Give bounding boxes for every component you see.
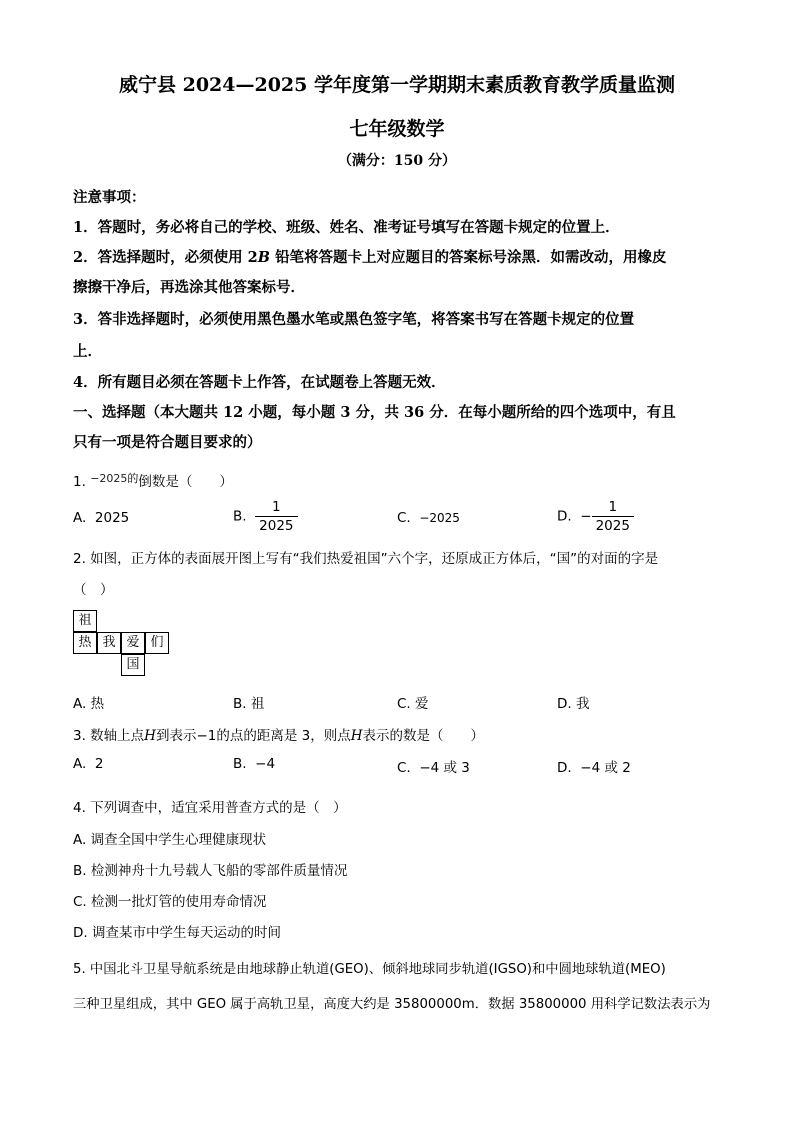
- q1-option-c: [397, 510, 460, 526]
- net-cell-guo: 国: [121, 654, 145, 676]
- q1-de: 的: [127, 472, 139, 485]
- q3-mid2: 的点的距离是 3，则点: [216, 728, 351, 744]
- q4-option-a: A. 调查全国中学生心理健康现状: [73, 832, 267, 848]
- exam-title: 威宁县 2024—2025 学年度第一学期期末素质教育教学质量监测: [119, 74, 675, 96]
- section1-line1: 一、选择题（本大题共 12 小题，每小题 3 分，共 36 分．在每小题所给的四个选项中，有且: [73, 404, 676, 421]
- q3-pre: 3. 数轴上点: [73, 728, 145, 744]
- note-item-2-cont: 擦擦干净后，再选涂其他答案标号．: [73, 279, 305, 296]
- q2-option-d: D. 我: [557, 696, 590, 712]
- net-cell-wo: 我: [97, 632, 121, 654]
- pencil-var: B: [257, 249, 270, 266]
- q1-d-denominator: 2025: [595, 518, 630, 534]
- q1-option-d: [557, 498, 634, 535]
- q1-number: 1.: [73, 474, 86, 490]
- note-item-3-cont: 上．: [73, 343, 102, 360]
- net-cell-men: 们: [145, 632, 169, 654]
- q1-option-d-sign: −: [580, 508, 592, 525]
- q3-option-c-letter: C.: [397, 760, 411, 776]
- q3-post: 表示的数是（ ）: [362, 728, 485, 744]
- q4-option-c: C. 检测一批灯管的使用寿命情况: [73, 894, 267, 910]
- q3-option-d: [557, 756, 631, 776]
- q1-option-a-value: 2025: [94, 510, 130, 526]
- q3-mid1: 到表示: [155, 728, 197, 744]
- note-item-2-part1: 2．答选择题时，必须使用 2: [73, 249, 258, 266]
- q1-option-c-letter: C.: [397, 510, 411, 526]
- q3-option-b-value: −4: [255, 756, 276, 772]
- q3-neg1: −1: [196, 728, 217, 744]
- q1-option-b: [233, 498, 298, 535]
- q3-var-h: H: [144, 728, 156, 744]
- q1-b-numerator: 1: [255, 498, 297, 517]
- question-5-stem-cont: 三种卫星组成，其中 GEO 属于高轨卫星，高度大约是 35800000m．数据 35800000 用科学记数法表示为: [73, 997, 711, 1012]
- net-cell-ai: 爱: [121, 632, 145, 654]
- q3-option-c: [397, 756, 470, 776]
- q3-option-a-letter: A.: [73, 756, 87, 772]
- q1-option-d-letter: D.: [557, 508, 572, 525]
- q1-expression: −2025: [90, 472, 128, 485]
- cube-net-figure: [73, 610, 167, 676]
- question-2-stem: 2. 如图，正方体的表面展开图上写有“我们热爱祖国”六个字，还原成正方体后，“国”的对面的字是: [73, 551, 659, 567]
- question-4-stem: 4. 下列调查中，适宜采用普查方式的是（ ）: [73, 800, 347, 816]
- full-score: （满分：150 分）: [337, 153, 457, 169]
- q1-b-denominator: 2025: [259, 518, 294, 534]
- q3-option-b: [233, 756, 275, 772]
- note-item-4: 4．所有题目必须在答题卡上作答，在试题卷上答题无效．: [73, 374, 446, 391]
- q3-var-h2: H: [350, 728, 363, 744]
- q1-option-d-fraction: [592, 498, 634, 535]
- q4-option-b: B. 检测神舟十九号载人飞船的零部件质量情况: [73, 863, 348, 879]
- q1-option-b-fraction: [255, 498, 297, 535]
- q3-option-d-letter: D.: [557, 760, 572, 776]
- q3-option-c-value: −4 或 3: [419, 760, 470, 776]
- note-item-2: [73, 246, 667, 267]
- q1-d-numerator: 1: [592, 498, 634, 517]
- q1-option-a: [73, 510, 129, 526]
- q3-option-b-letter: B.: [233, 756, 247, 772]
- net-cell-zu: 祖: [73, 610, 97, 632]
- question-2-stem-cont: （ ）: [73, 582, 114, 598]
- q3-option-a: [73, 756, 103, 772]
- section1-line2: 只有一项是符合题目要求的）: [73, 434, 262, 451]
- q2-option-a: A. 热: [73, 696, 105, 712]
- question-1-stem: [73, 470, 233, 490]
- note-item-1: 1．答题时，务必将自己的学校、班级、姓名、准考证号填写在答题卡规定的位置上．: [73, 219, 620, 236]
- note-item-2-part2: 铅笔将答题卡上对应题目的答案标号涂黑．如需改动，用橡皮: [275, 249, 667, 266]
- q1-option-b-letter: B.: [233, 508, 247, 525]
- q1-stem-text: 倒数是（ ）: [138, 474, 233, 490]
- net-cell-re: 热: [73, 632, 97, 654]
- q4-option-d: D. 调查某市中学生每天运动的时间: [73, 925, 281, 941]
- q1-option-a-letter: A.: [73, 510, 87, 526]
- q2-option-c: C. 爱: [397, 696, 429, 712]
- question-5-stem: 5. 中国北斗卫星导航系统是由地球静止轨道(GEO)、倾斜地球同步轨道(IGSO)和中圆地球轨道(MEO): [73, 962, 666, 977]
- notes-heading: 注意事项：: [73, 189, 146, 206]
- question-3-stem: [73, 724, 484, 744]
- q3-option-a-value: 2: [94, 756, 104, 772]
- exam-subtitle: 七年级数学: [349, 118, 445, 140]
- note-item-3: 3．答非选择题时，必须使用黑色墨水笔或黑色签字笔，将答案书写在答题卡规定的位置: [73, 311, 635, 328]
- q1-option-c-value: −2025: [419, 511, 460, 525]
- q2-option-b: B. 祖: [233, 696, 265, 712]
- q3-option-d-value: −4 或 2: [580, 760, 631, 776]
